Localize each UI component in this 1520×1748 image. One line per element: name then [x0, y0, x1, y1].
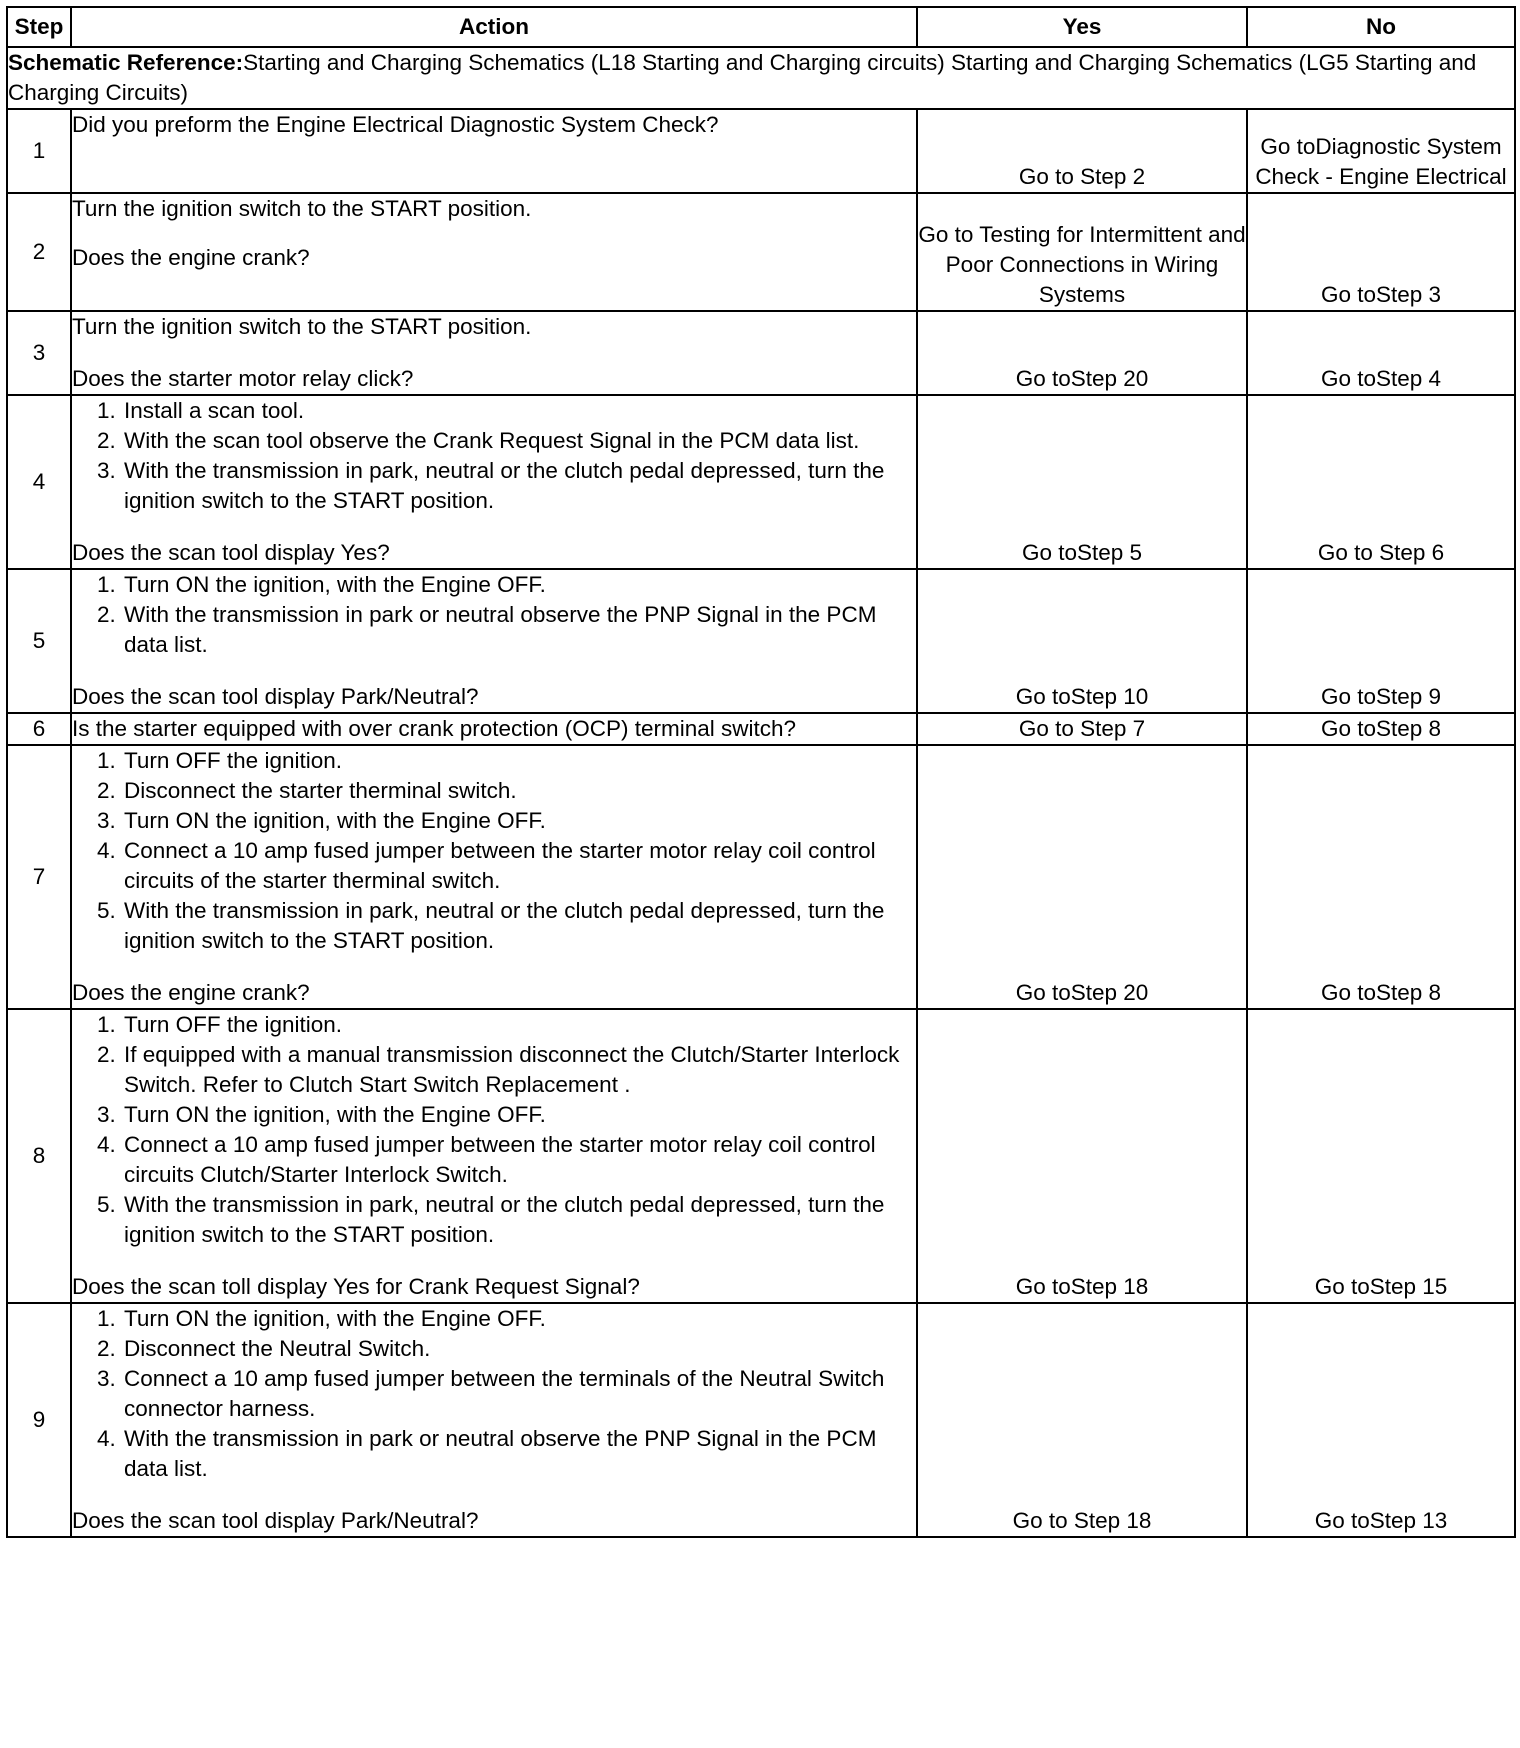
- action-intro: Turn the ignition switch to the START position.: [72, 196, 532, 221]
- yes-result: Go toStep 5: [917, 395, 1247, 569]
- step-number: 3: [7, 311, 71, 395]
- action-step-item: 5. With the transmission in park, neutral or the clutch pedal depressed, turn the ignition switch to the START position.: [122, 1190, 916, 1250]
- action-cell: [71, 713, 917, 745]
- action-step-item: 1. Install a scan tool.: [122, 396, 916, 426]
- header-step: Step: [7, 7, 71, 47]
- table-row: [7, 311, 1515, 395]
- no-result: Go toStep 3: [1247, 193, 1515, 311]
- no-result: Go toStep 13: [1247, 1303, 1515, 1537]
- action-cell: [71, 193, 917, 311]
- action-question: Does the scan tool display Park/Neutral?: [72, 684, 479, 709]
- table-row: [7, 1303, 1515, 1537]
- action-step-item: 4. With the transmission in park or neutral observe the PNP Signal in the PCM data list.: [122, 1424, 916, 1484]
- no-result: Go toStep 4: [1247, 311, 1515, 395]
- action-step-item: 1. Turn OFF the ignition.: [122, 746, 916, 776]
- action-question: Does the starter motor relay click?: [72, 366, 414, 391]
- yes-result: Go toStep 18: [917, 1009, 1247, 1303]
- no-result: Go to Step 6: [1247, 395, 1515, 569]
- action-steps-list: [72, 396, 916, 516]
- action-step-item: 5. With the transmission in park, neutral or the clutch pedal depressed, turn the ignition switch to the START position.: [122, 896, 916, 956]
- yes-result: Go to Step 7: [917, 713, 1247, 745]
- action-cell: [71, 745, 917, 1009]
- spacer: [72, 140, 916, 192]
- table-row: [7, 109, 1515, 193]
- action-cell: [71, 395, 917, 569]
- action-question: Did you preform the Engine Electrical Diagnostic System Check?: [72, 112, 719, 137]
- schematic-reference: [7, 47, 1515, 109]
- action-step-item: 4. Connect a 10 amp fused jumper between the starter motor relay coil control circuits Clutch/Starter Interlock Switch.: [122, 1130, 916, 1190]
- yes-result: Go toStep 10: [917, 569, 1247, 713]
- action-step-item: 2. If equipped with a manual transmission disconnect the Clutch/Starter Interlock Switch. Refer to Clutch Start Switch Replacement .: [122, 1040, 916, 1100]
- action-step-item: 2. Disconnect the starter therminal switch.: [122, 776, 916, 806]
- spacer: [72, 273, 916, 310]
- step-number: 1: [7, 109, 71, 193]
- action-step-item: 3. With the transmission in park, neutral or the clutch pedal depressed, turn the ignition switch to the START position.: [122, 456, 916, 516]
- action-question: Does the engine crank?: [72, 980, 310, 1005]
- action-cell: [71, 311, 917, 395]
- header-action: Action: [71, 7, 917, 47]
- action-step-item: 2. With the transmission in park or neutral observe the PNP Signal in the PCM data list.: [122, 600, 916, 660]
- no-result: Go toStep 8: [1247, 745, 1515, 1009]
- action-question: Does the engine crank?: [72, 245, 310, 270]
- action-question: Does the scan tool display Park/Neutral?: [72, 1508, 479, 1533]
- action-steps-list: [72, 570, 916, 660]
- action-step-item: 4. Connect a 10 amp fused jumper between the starter motor relay coil control circuits of the starter therminal switch.: [122, 836, 916, 896]
- action-step-item: 3. Turn ON the ignition, with the Engine OFF.: [122, 1100, 916, 1130]
- table-row: [7, 745, 1515, 1009]
- yes-result: Go to Step 18: [917, 1303, 1247, 1537]
- step-number: 8: [7, 1009, 71, 1303]
- action-step-item: 1. Turn OFF the ignition.: [122, 1010, 916, 1040]
- yes-result: Go toStep 20: [917, 745, 1247, 1009]
- action-cell: [71, 1303, 917, 1537]
- header-yes: Yes: [917, 7, 1247, 47]
- step-number: 9: [7, 1303, 71, 1537]
- no-result: Go toStep 8: [1247, 713, 1515, 745]
- table-row: [7, 1009, 1515, 1303]
- yes-result: Go to Testing for Intermittent and Poor Connections in Wiring Systems: [917, 193, 1247, 311]
- action-cell: [71, 1009, 917, 1303]
- action-step-item: 2. With the scan tool observe the Crank Request Signal in the PCM data list.: [122, 426, 916, 456]
- action-question: Is the starter equipped with over crank protection (OCP) terminal switch?: [72, 716, 797, 741]
- action-question: Does the scan toll display Yes for Crank Request Signal?: [72, 1274, 640, 1299]
- action-intro: Turn the ignition switch to the START position.: [72, 314, 532, 339]
- schematic-reference-text: Starting and Charging Schematics (L18 Starting and Charging circuits) Starting and Charging Schematics (LG5 Starting and Charging Circuits): [8, 50, 1477, 105]
- action-step-item: 1. Turn ON the ignition, with the Engine OFF.: [122, 1304, 916, 1334]
- action-step-item: 3. Connect a 10 amp fused jumper between the terminals of the Neutral Switch connector harness.: [122, 1364, 916, 1424]
- schematic-reference-label: Schematic Reference:: [8, 50, 244, 75]
- action-steps-list: [72, 1010, 916, 1250]
- action-step-item: 2. Disconnect the Neutral Switch.: [122, 1334, 916, 1364]
- step-number: 5: [7, 569, 71, 713]
- table-row: [7, 395, 1515, 569]
- step-number: 7: [7, 745, 71, 1009]
- action-steps-list: [72, 746, 916, 956]
- action-question: Does the scan tool display Yes?: [72, 540, 390, 565]
- action-step-item: 3. Turn ON the ignition, with the Engine OFF.: [122, 806, 916, 836]
- action-cell: [71, 109, 917, 193]
- header-row: [7, 7, 1515, 47]
- table-row: [7, 713, 1515, 745]
- action-step-item: 1. Turn ON the ignition, with the Engine OFF.: [122, 570, 916, 600]
- yes-result: Go to Step 2: [917, 109, 1247, 193]
- yes-result: Go toStep 20: [917, 311, 1247, 395]
- action-cell: [71, 569, 917, 713]
- action-steps-list: [72, 1304, 916, 1484]
- no-result: Go toStep 15: [1247, 1009, 1515, 1303]
- no-result: Go toDiagnostic System Check - Engine Electrical: [1247, 109, 1515, 193]
- table-row: [7, 569, 1515, 713]
- table-row: [7, 193, 1515, 311]
- schematic-reference-row: [7, 47, 1515, 109]
- header-no: No: [1247, 7, 1515, 47]
- step-number: 2: [7, 193, 71, 311]
- diagnostic-table: [6, 6, 1516, 1538]
- no-result: Go toStep 9: [1247, 569, 1515, 713]
- step-number: 4: [7, 395, 71, 569]
- step-number: 6: [7, 713, 71, 745]
